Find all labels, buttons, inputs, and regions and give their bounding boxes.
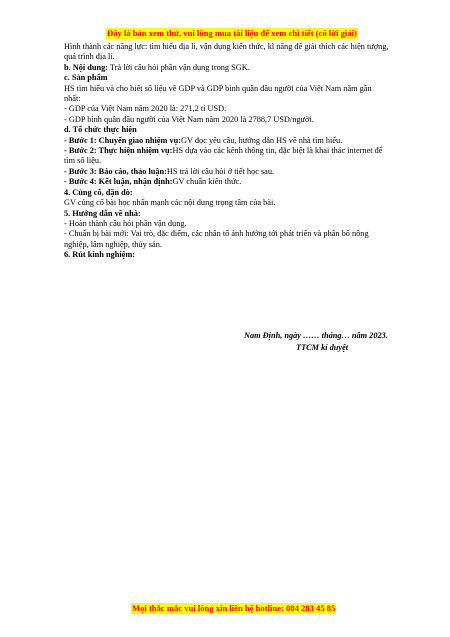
product-heading: c. Sản phẩm bbox=[64, 73, 108, 83]
step-3 bbox=[64, 167, 390, 177]
consolidate-heading: 4. Củng cố, dặn dò: bbox=[64, 187, 133, 197]
gdp-per-capita-line: - GDP bình quân đầu người của Việt Nam năm 2020 là 2788,7 USD/người. bbox=[64, 114, 314, 124]
organization-heading: d. Tổ chức thực hiện bbox=[64, 125, 137, 135]
homework-item-1: - Hoàn thành câu hỏi phần vận dụng. bbox=[64, 218, 187, 228]
step-2-label: - Bước 2: Thực hiện nhiệm vụ: bbox=[64, 146, 173, 156]
step-4-text: GV chuẩn kiến thức. bbox=[172, 177, 242, 187]
signature-date: Nam Định, ngày …… tháng… năm 2023. bbox=[244, 331, 388, 340]
preview-notice-banner: Đây là bản xem thử, vui lòng mua tài liệu để xem chi tiết (có lời giải) bbox=[107, 28, 357, 38]
lesson-plan-body bbox=[64, 42, 390, 261]
experience-heading: 6. Rút kinh nghiệm: bbox=[64, 250, 136, 260]
signature-block bbox=[244, 330, 424, 353]
product-intro: HS tìm hiểu và cho biết số liệu về GDP và GDP bình quân đầu người của Việt Nam năm gần nhất: bbox=[64, 83, 372, 104]
content-label: b. Nội dung: bbox=[64, 62, 109, 72]
step-2 bbox=[64, 146, 390, 167]
step-3-text: HS trả lời câu hỏi ở tiết học sau. bbox=[166, 166, 275, 176]
step-4 bbox=[64, 177, 390, 187]
step-4-label: - Bước 4: Kết luận, nhận định: bbox=[64, 177, 173, 187]
hotline-banner: Mọi thắc mắc vui lòng xin liên hệ hotline: 084 283 45 85 bbox=[132, 603, 336, 613]
content-paragraph bbox=[64, 63, 390, 73]
step-1-label: - Bước 1: Chuyển giao nhiệm vụ: bbox=[64, 135, 181, 145]
gdp-line: - GDP của Việt Nam năm 2020 là: 271,2 tỉ USD. bbox=[64, 104, 227, 114]
step-1 bbox=[64, 136, 390, 146]
step-3-label: - Bước 3: Báo cáo, thảo luận: bbox=[64, 166, 167, 176]
consolidate-text: GV củng cố bài học nhấn mạnh các nội dung trọng tâm của bài. bbox=[64, 198, 276, 208]
capacity-paragraph: Hình thành các năng lực: tìm hiểu địa lí, vận dụng kiến thức, kĩ năng để giải thích các hiện tượng, quá trình địa lí. bbox=[64, 42, 389, 62]
content-text: Trả lời câu hỏi phần vận dụng trong SGK. bbox=[108, 62, 250, 72]
step-1-text: GV đọc yêu cầu, hướng dẫn HS về nhà tìm hiểu. bbox=[180, 135, 343, 145]
homework-item-2: - Chuẩn bị bài mới: Vai trò, đặc điểm, các nhân tố ảnh hưởng tới phát triển và phân bố nông nghiệp, lâm nghiệp, thủy sản. bbox=[64, 229, 369, 249]
signature-role: TTCM kí duyệt bbox=[296, 342, 349, 352]
homework-heading: 5. Hướng dẫn về nhà: bbox=[64, 208, 141, 218]
step-2-text: HS dựa vào các kênh thông tin, đặc biệt là khai thác internet để tìm số liệu. bbox=[64, 146, 383, 166]
